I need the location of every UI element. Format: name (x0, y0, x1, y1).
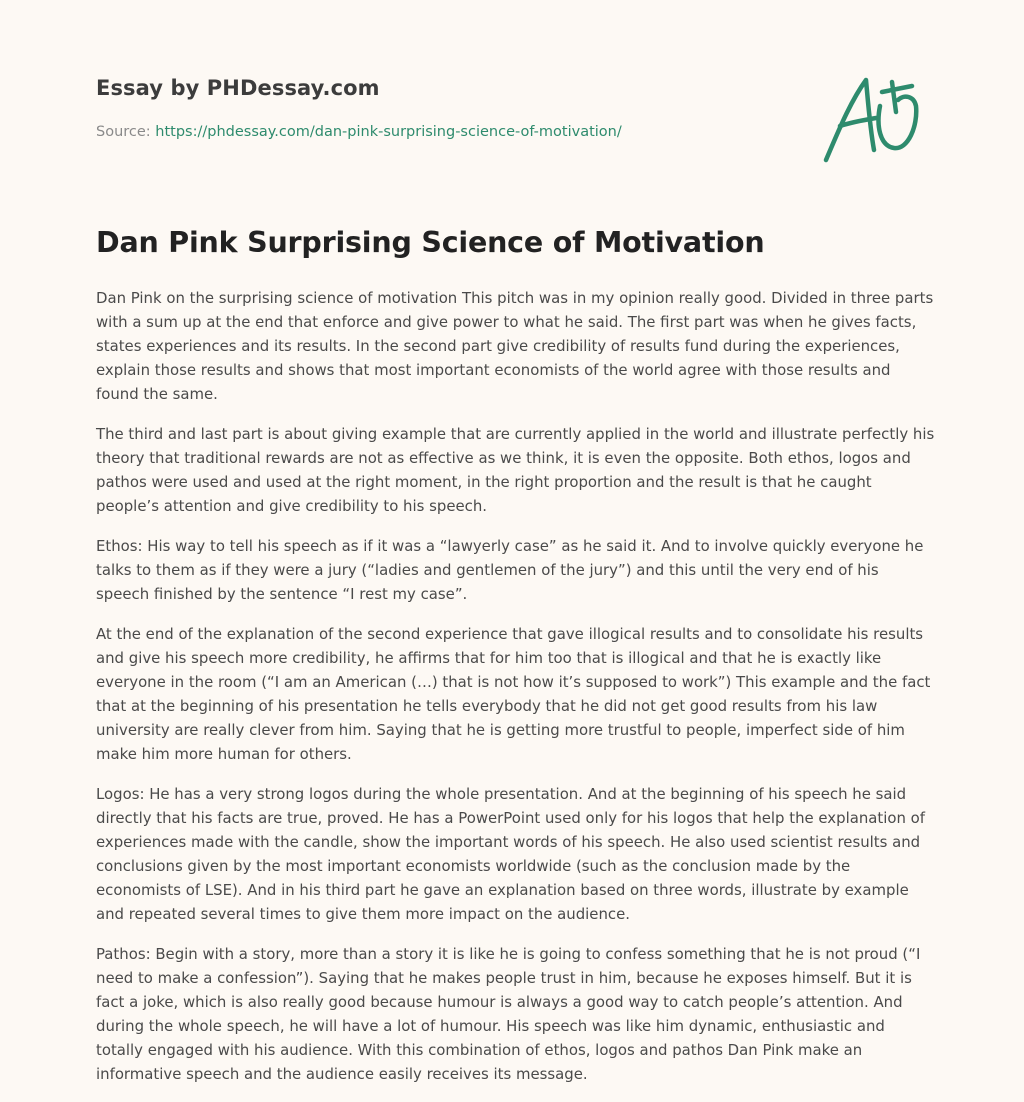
essay-paragraph: Logos: He has a very strong logos during the whole presentation. And at the beginning of his speech he said directly that his facts are true, proved. He has a PowerPoint used only for his logos that help the explanation of experiences made with the candle, show the important words of his speech. He also used scientist results and conclusions given by the most important economists worldwide (such as the conclusion made by the economists of LSE). And in his third part he gave an explanation based on three words, illustrate by example and repeated several times to give them more impact on the audience. (96, 785, 926, 923)
essay-paragraph: At the end of the explanation of the second experience that gave illogical results and to consolidate his results and give his speech more credibility, he affirms that for him too that is illogical and that he is exactly like everyone in the room (“I am an American (…) that is not how it’s supposed to work”) This example and the fact that at the beginning of his presentation he tells everybody that he did not get good results from his law university are really clever from him. Saying that he is getting more trustful to people, imperfect side of him make him more human for others. (96, 625, 931, 763)
source-line (96, 124, 622, 140)
source-link[interactable]: https://phdessay.com/dan-pink-surprising-science-of-motivation/ (155, 124, 622, 140)
essay-paragraph: Dan Pink on the surprising science of motivation This pitch was in my opinion really good. Divided in three parts with a sum up at the end that enforce and give power to what he said. The first part was when he gives facts, states experiences and its results. In the second part give credibility of results fund during the experiences, explain those results and shows that most important economists of the world agree with those results and found the same. (96, 289, 934, 403)
header (96, 0, 928, 200)
source-label: Source: (96, 124, 156, 140)
site-brand: Essay by PHDessay.com (96, 76, 380, 100)
page (96, 0, 935, 1083)
essay-paragraph: Ethos: His way to tell his speech as if it was a “lawyerly case” as he said it. And to involve quickly everyone he talks to them as if they were a jury (“ladies and gentlemen of the jury”) and this until the very end of his speech finished by the sentence “I rest my case”. (96, 537, 924, 603)
essay-paragraph: Pathos: Begin with a story, more than a story it is like he is going to confess something that he is not proud (“I need to make a confession”). Saying that he makes people trust in him, because he exposes himself. But it is fact a joke, which is also really good because humour is always a good way to catch people’s attention. And during the whole speech, he will have a lot of humour. His speech was like him dynamic, enthusiastic and totally engaged with his audience. With this combination of ethos, logos and pathos Dan Pink make an informative speech and the audience easily receives its message. (96, 945, 921, 1083)
essay-title: Dan Pink Surprising Science of Motivation (96, 226, 765, 259)
a-plus-logo-icon (818, 62, 928, 172)
essay-body (96, 286, 936, 1102)
essay-paragraph: The third and last part is about giving example that are currently applied in the world and illustrate perfectly his theory that traditional rewards are not as effective as we think, it is even the opposite. Both ethos, logos and pathos were used and used at the right moment, in the right proportion and the result is that he caught people’s attention and give credibility to his speech. (96, 425, 935, 515)
